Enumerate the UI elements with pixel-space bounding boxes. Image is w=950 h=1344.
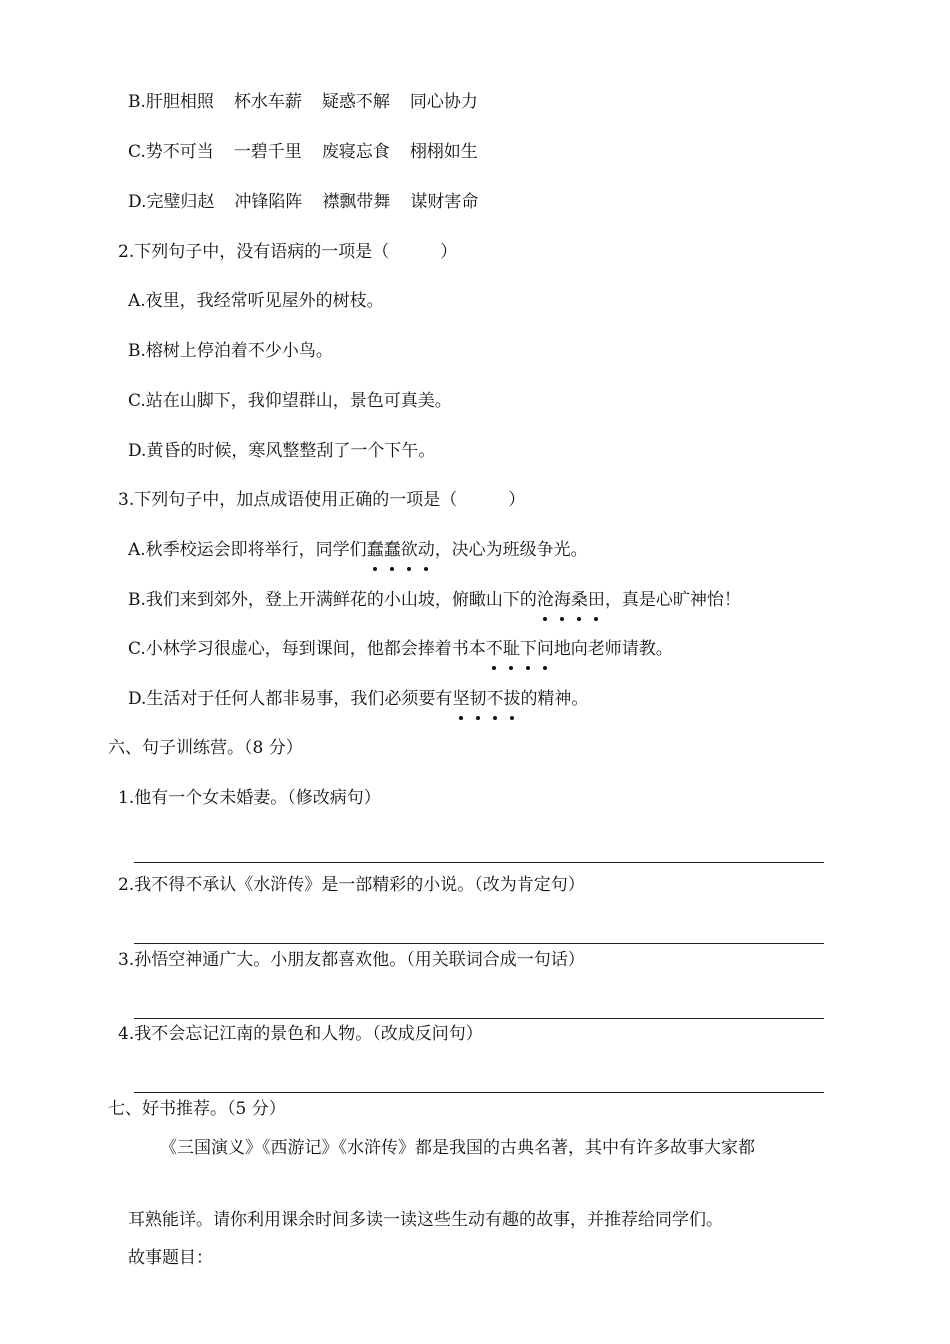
q2-option-a: A.夜里，我经常听见屋外的树枝。 [128, 291, 384, 311]
q1-option-c [128, 140, 478, 164]
dotted-char: 拔 [503, 689, 521, 709]
option-label: C. [128, 142, 146, 162]
q2-option-b: B.榕树上停泊着不少小鸟。 [128, 341, 333, 361]
answer-line-3[interactable] [134, 1018, 824, 1019]
q1-option-d [128, 190, 478, 214]
sentence-text: ，决心为班级争光。 [434, 540, 588, 560]
answer-line-4[interactable] [134, 1092, 824, 1093]
word: 栩栩如生 [409, 142, 478, 162]
section6-item-3: 3.孙悟空神通广大。小朋友都喜欢他。（用关联词合成一句话） [118, 950, 585, 970]
word: 襟飘带舞 [322, 192, 391, 212]
answer-line-1[interactable] [134, 862, 824, 863]
word: 谋财害命 [410, 192, 479, 212]
option-label: B. [128, 92, 146, 112]
word: 杯水车薪 [233, 92, 302, 112]
dotted-char: 韧 [469, 689, 487, 709]
word: 肝胆相照 [145, 92, 214, 112]
section7-title: 七、好书推荐。（5 分） [108, 1099, 286, 1119]
q3-option-a [128, 538, 588, 562]
dotted-char: 欲 [400, 540, 418, 560]
q3-option-d [128, 687, 588, 711]
dotted-char: 不 [486, 689, 504, 709]
dotted-char: 海 [553, 590, 571, 610]
dotted-char: 耻 [502, 639, 520, 659]
dotted-char: 动 [417, 540, 435, 560]
word: 废寝忘食 [321, 142, 390, 162]
dotted-char: 不 [485, 639, 503, 659]
sentence-text: 的精神。 [520, 689, 589, 709]
option-label: D. [128, 192, 147, 212]
section7-para-2: 耳熟能详。请你利用课余时间多读一读这些生动有趣的故事，并推荐给同学们。 [128, 1210, 723, 1230]
section7-para-1: 《三国演义》《西游记》《水浒传》都是我国的古典名著，其中有许多故事大家都 [160, 1138, 755, 1158]
q2-stem: 2.下列句子中，没有语病的一项是（ ） [118, 242, 458, 262]
dotted-char: 坚 [452, 689, 470, 709]
q1-option-b [128, 90, 478, 114]
sentence-text: 地向老师请教。 [553, 639, 673, 659]
dotted-char: 下 [519, 639, 537, 659]
answer-line-2[interactable] [134, 943, 824, 944]
sentence-text: A.秋季校运会即将举行，同学们 [128, 540, 367, 560]
word: 势不可当 [145, 142, 214, 162]
word: 完璧归赵 [146, 192, 215, 212]
section6-item-4: 4.我不会忘记江南的景色和人物。（改成反问句） [118, 1024, 483, 1044]
word: 疑惑不解 [321, 92, 390, 112]
dotted-char: 蠢 [383, 540, 401, 560]
word: 冲锋陷阵 [234, 192, 303, 212]
q3-option-b [128, 588, 741, 612]
sentence-text: ，真是心旷神怡！ [604, 590, 741, 610]
q2-option-c: C.站在山脚下，我仰望群山，景色可真美。 [128, 391, 452, 411]
dotted-char: 蠢 [366, 540, 384, 560]
dotted-char: 沧 [536, 590, 554, 610]
sentence-text: B.我们来到郊外，登上开满鲜花的小山坡，俯瞰山下的 [128, 590, 537, 610]
q2-option-d: D.黄昏的时候，寒风整整刮了一个下午。 [128, 441, 436, 461]
story-title-prompt: 故事题目： [128, 1248, 213, 1268]
section6-item-2: 2.我不得不承认《水浒传》是一部精彩的小说。（改为肯定句） [118, 875, 585, 895]
sentence-text: D.生活对于任何人都非易事，我们必须要有 [128, 689, 453, 709]
dotted-char: 田 [587, 590, 605, 610]
section6-title: 六、句子训练营。（8 分） [108, 738, 303, 758]
dotted-char: 问 [536, 639, 554, 659]
section6-item-1: 1.他有一个女未婚妻。（修改病句） [118, 788, 381, 808]
dotted-char: 桑 [570, 590, 588, 610]
sentence-text: C.小林学习很虚心，每到课间，他都会捧着书本 [128, 639, 486, 659]
q3-stem: 3.下列句子中，加点成语使用正确的一项是（ ） [118, 490, 526, 510]
word: 同心协力 [409, 92, 478, 112]
word: 一碧千里 [233, 142, 302, 162]
q3-option-c [128, 637, 673, 661]
